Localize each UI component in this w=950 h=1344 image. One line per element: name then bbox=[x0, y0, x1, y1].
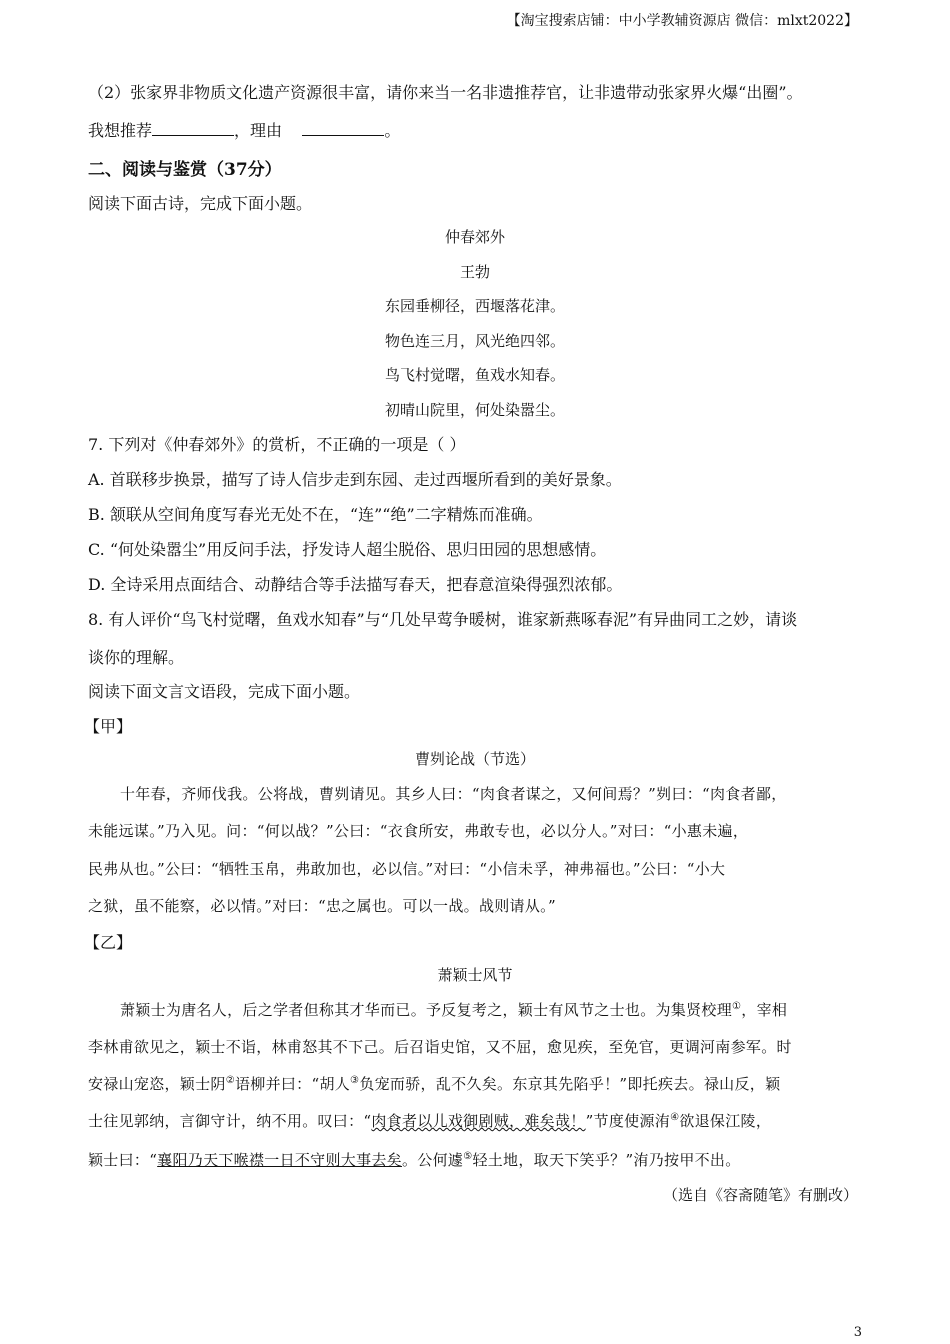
yi-line: 士往见郭纳，言御守计，纳不用。叹曰：“肉食者以儿戏御剧贼，难矣哉！”节度使源洧④欲退保江陵， bbox=[88, 1112, 772, 1130]
q8-line2: 谈你的理解。 bbox=[88, 648, 185, 667]
poem-line: 鸟飞村觉曙，鱼戏水知春。 bbox=[384, 366, 565, 384]
page-number: 3 bbox=[853, 1325, 862, 1340]
jia-label: 【甲】 bbox=[84, 717, 133, 736]
q7-stem: 7. 下列对《仲春郊外》的赏析，不正确的一项是（ ） bbox=[88, 435, 466, 454]
yi-label: 【乙】 bbox=[84, 933, 133, 952]
poem-line: 初晴山院里，何处染嚣尘。 bbox=[384, 401, 565, 419]
jia-title: 曹刿论战（节选） bbox=[414, 750, 535, 768]
source-note: （选自《容斋随笔》有删改） bbox=[662, 1186, 858, 1204]
wenyan-intro: 阅读下面文言文语段，完成下面小题。 bbox=[88, 682, 361, 701]
reason-label: ，理由 bbox=[234, 121, 283, 140]
q7-option-a: A. 首联移步换景，描写了诗人信步走到东园、走过西堰所看到的美好景象。 bbox=[88, 470, 622, 489]
poem-line: 东园垂柳径，西堰落花津。 bbox=[384, 297, 565, 315]
poem-title: 仲春郊外 bbox=[444, 228, 505, 246]
footnote-2: ② bbox=[225, 1075, 235, 1086]
jia-line: 十年春，齐师伐我。公将战，曹刿请见。其乡人曰：“肉食者谋之，又何间焉？”刿曰：“肉食者鄙， bbox=[120, 785, 787, 803]
jia-line: 未能远谋。”乃入见。问：“何以战？”公曰：“衣食所安，弗敢专也，必以分人。”对曰：“小惠未遍， bbox=[88, 822, 749, 840]
section-title: 二、阅读与鉴赏（37分） bbox=[88, 160, 282, 180]
poem-author: 王勃 bbox=[459, 263, 490, 281]
poem-intro: 阅读下面古诗，完成下面小题。 bbox=[88, 194, 313, 213]
yi-line: 安禄山宠恣，颖士阴②语柳并曰：“胡人③负宠而骄，乱不久矣。东京其先陷乎！”即托疾去。禄山反，颖 bbox=[88, 1075, 781, 1093]
jia-line: 民弗从也。”公曰：“牺牲玉帛，弗敢加也，必以信。”对曰：“小信未孚，神弗福也。”公曰：“小大 bbox=[88, 860, 726, 878]
reason-blank[interactable] bbox=[302, 121, 384, 136]
recommend-label: 我想推荐 bbox=[88, 121, 153, 140]
q8-line1: 8. 有人评价“鸟飞村觉曙，鱼戏水知春”与“几处早莺争暖树，谁家新燕啄春泥”有异曲同工之妙，请谈 bbox=[88, 610, 798, 629]
q6-2-answer-line: 我想推荐 ，理由 。 bbox=[88, 121, 401, 140]
yi-line: 颖士曰：“襄阳乃天下喉襟一日不守则大事去矣。公何遽⑤轻土地，取天下笑乎？”洧乃按甲不出。 bbox=[88, 1151, 741, 1169]
footnote-3: ③ bbox=[350, 1075, 360, 1086]
yi-line: 李林甫欲见之，颖士不诣，林甫怒其不下己。后召诣史馆，又不屈，愈见疾，至免官，更调河南参军。时 bbox=[88, 1038, 792, 1056]
underlined-sentence: 襄阳乃天下喉襟一日不守则大事去矣 bbox=[157, 1151, 402, 1169]
footnote-4: ④ bbox=[670, 1112, 680, 1123]
wavy-underlined-sentence: 肉食者以儿戏御剧贼，难矣哉！ bbox=[371, 1112, 586, 1130]
poem-line: 物色连三月，风光绝四邻。 bbox=[384, 332, 565, 350]
jia-line: 之狱，虽不能察，必以情。”对曰：“忠之属也。可以一战。战则请从。” bbox=[88, 897, 556, 915]
footnote-5: ⑤ bbox=[463, 1151, 473, 1162]
yi-title: 萧颖士风节 bbox=[437, 966, 513, 984]
footnote-1: ① bbox=[732, 1001, 742, 1012]
q7-option-b: B. 颔联从空间角度写春光无处不在，“连”“绝”二字精炼而准确。 bbox=[88, 505, 543, 524]
q7-option-c: C. “何处染嚣尘”用反问手法，抒发诗人超尘脱俗、思归田园的思想感情。 bbox=[88, 540, 607, 559]
page-header: 【淘宝搜索店铺：中小学教辅资源店 微信：mlxt2022】 bbox=[506, 13, 858, 29]
recommend-blank[interactable] bbox=[152, 121, 234, 136]
q6-2-line1: （2）张家界非物质文化遗产资源很丰富，请你来当一名非遗推荐官，让非遗带动张家界火爆“出圈”。 bbox=[88, 83, 803, 102]
q7-option-d: D. 全诗采用点面结合、动静结合等手法描写春天，把春意渲染得强烈浓郁。 bbox=[88, 575, 623, 594]
yi-line: 萧颖士为唐名人，后之学者但称其才华而已。予反复考之，颖士有风节之士也。为集贤校理①，宰相 bbox=[120, 1001, 788, 1019]
